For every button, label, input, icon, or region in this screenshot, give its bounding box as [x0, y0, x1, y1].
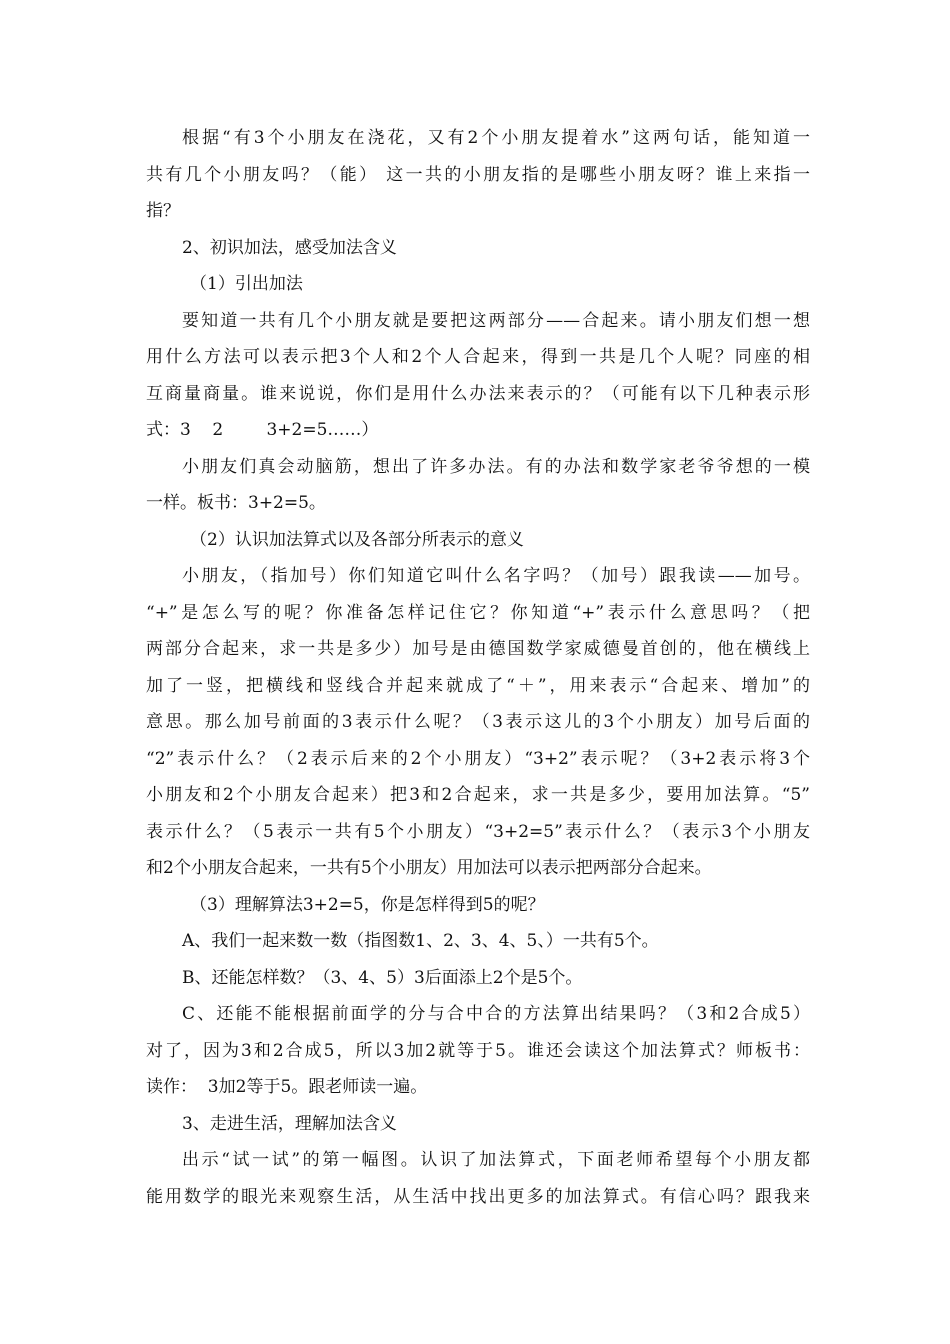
- section-heading: 3、走进生活，理解加法含义: [182, 1113, 397, 1134]
- list-item: B、还能怎样数？（3、4、5）3后面添上2个是5个。: [182, 967, 583, 988]
- document-body: [146, 120, 810, 1215]
- paragraph-line: 出示“试一试”的第一幅图。认识了加法算式，下面老师希望每个小朋友都: [182, 1150, 810, 1170]
- paragraph-line: 加了一竖，把横线和竖线合并起来就成了“＋”，用来表示“合起来、增加”的: [146, 675, 810, 696]
- paragraph-line: 意思。那么加号前面的3表示什么呢？（3表示这儿的3个小朋友）加号后面的: [146, 712, 810, 732]
- paragraph-line: “2”表示什么？（2表示后来的2个小朋友）“3+2”表示呢？（3+2表示将3个: [146, 748, 810, 769]
- section-heading: 2、初识加法，感受加法含义: [182, 237, 397, 258]
- subsection-heading: （1）引出加法: [190, 274, 303, 294]
- list-item: C、还能不能根据前面学的分与合中合的方法算出结果吗？（3和2合成5）: [182, 1004, 810, 1024]
- paragraph-line: 读作： 3加2等于5。跟老师读一遍。: [146, 1077, 428, 1097]
- paragraph-line: 对了，因为3和2合成5，所以3加2就等于5。谁还会读这个加法算式？师板书：: [146, 1040, 810, 1061]
- paragraph-line: 两部分合起来，求一共是多少）加号是由德国数学家威德曼首创的，他在横线上: [146, 639, 810, 659]
- paragraph-line: 一样。板书：3+2=5。: [146, 493, 326, 513]
- subsection-heading: （2）认识加法算式以及各部分所表示的意义: [190, 529, 524, 550]
- paragraph-line: 小朋友们真会动脑筋，想出了许多办法。有的办法和数学家老爷爷想的一模: [182, 456, 810, 477]
- paragraph-line: 要知道一共有几个小朋友就是要把这两部分——合起来。请小朋友们想一想: [182, 310, 810, 331]
- paragraph-line: 用什么方法可以表示把3个人和2个人合起来，得到一共是几个人呢？同座的相: [146, 347, 810, 367]
- paragraph-line: “+”是怎么写的呢？你准备怎样记住它？你知道“+”表示什么意思吗？（把: [146, 602, 810, 623]
- paragraph-line: 表示什么？（5表示一共有5个小朋友）“3+2=5”表示什么？（表示3个小朋友: [146, 821, 810, 842]
- paragraph-line: 式：3 2 3+2=5……）: [146, 420, 379, 440]
- paragraph-line: 小朋友和2个小朋友合起来）把3和2合起来，求一共是多少，要用加法算。“5”: [146, 785, 810, 805]
- paragraph-line: 共有几个小朋友吗？（能） 这一共的小朋友指的是哪些小朋友呀？谁上来指一: [146, 164, 810, 185]
- subsection-heading: （3）理解算法3+2=5，你是怎样得到5的呢？: [190, 894, 545, 915]
- paragraph-line: 小朋友，（指加号）你们知道它叫什么名字吗？（加号）跟我读——加号。: [182, 566, 810, 586]
- list-item: A、我们一起来数一数（指图数1、2、3、4、5、）一共有5个。: [182, 931, 659, 951]
- paragraph-line: 互商量商量。谁来说说，你们是用什么办法来表示的？（可能有以下几种表示形: [146, 383, 810, 404]
- paragraph-line: 指？: [146, 201, 180, 221]
- paragraph-line: 根据“有3个小朋友在浇花，又有2个小朋友提着水”这两句话，能知道一: [182, 128, 810, 148]
- paragraph-line: 能用数学的眼光来观察生活，从生活中找出更多的加法算式。有信心吗？跟我来: [146, 1186, 810, 1207]
- paragraph-line: 和2个小朋友合起来，一共有5个小朋友）用加法可以表示把两部分合起来。: [146, 858, 712, 878]
